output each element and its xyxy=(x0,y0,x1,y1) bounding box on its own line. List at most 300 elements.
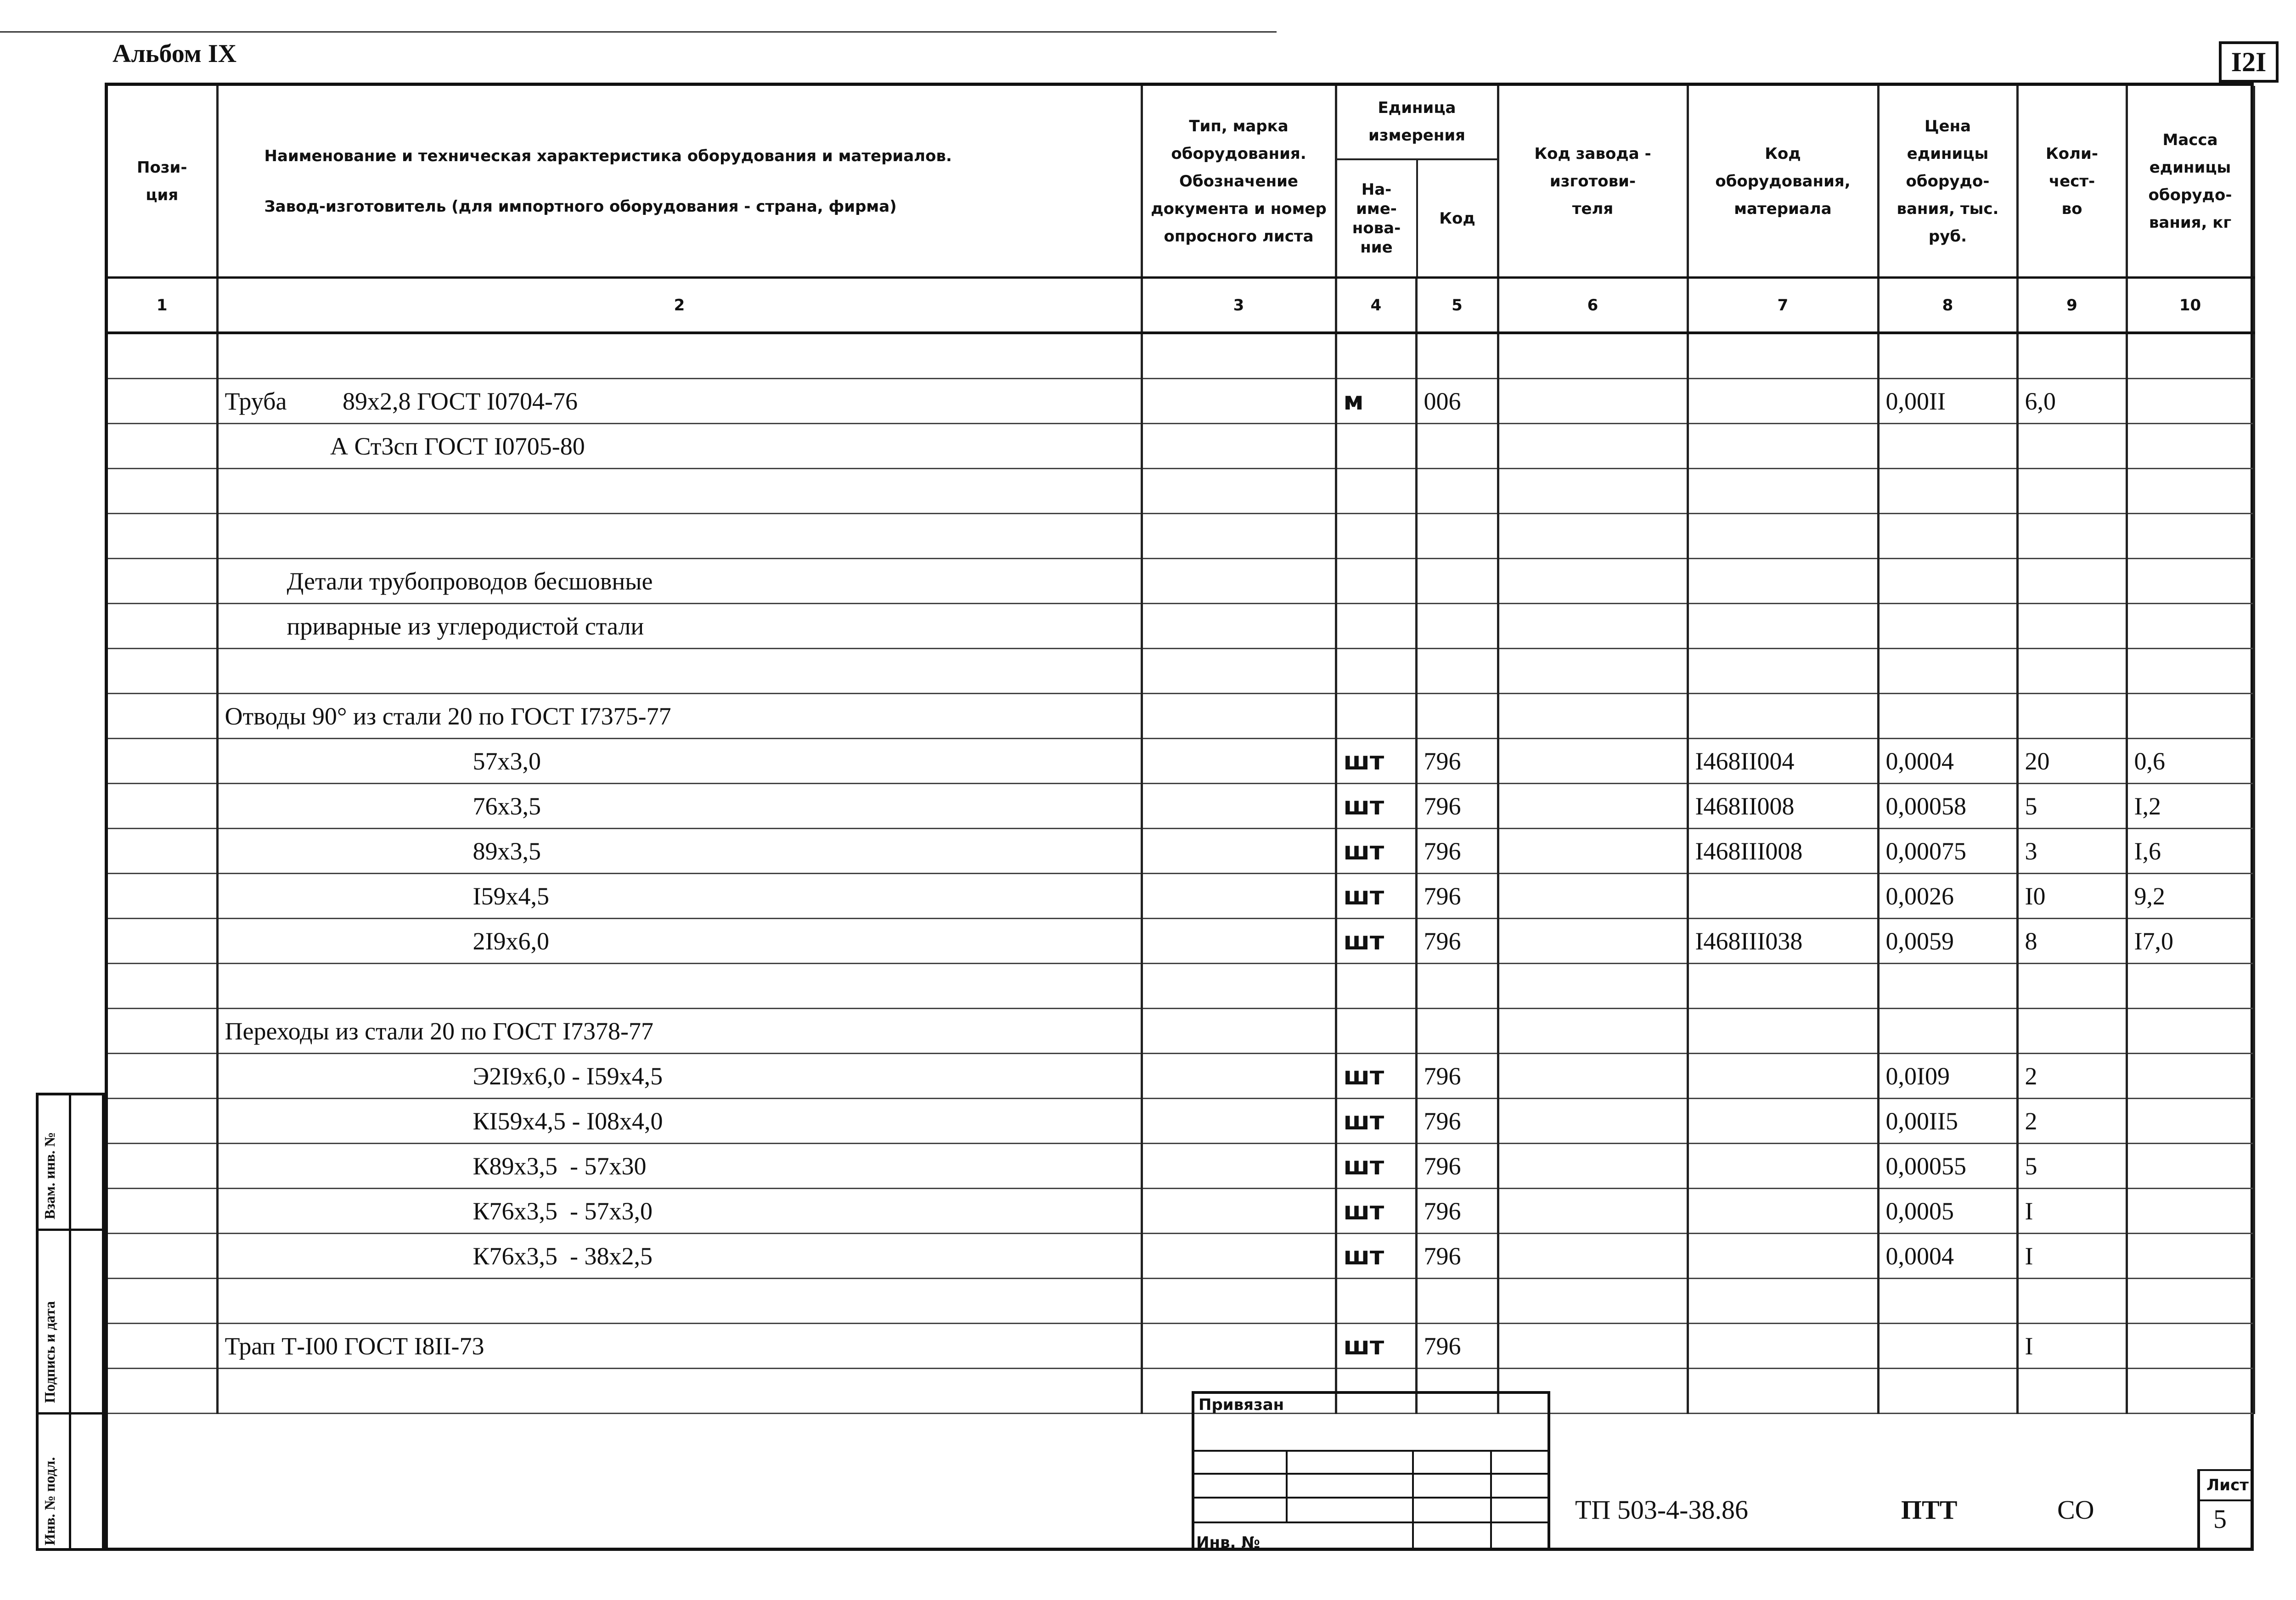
col-num: 7 xyxy=(1688,278,1878,333)
mass-cell xyxy=(2127,514,2254,559)
unit-cell xyxy=(1336,694,1416,739)
position-cell xyxy=(108,874,217,919)
header-unit-name: На- име- нова- ние xyxy=(1337,160,1418,276)
price-cell: 0,00II5 xyxy=(1878,1099,2017,1144)
unit-cell: шт xyxy=(1336,1099,1416,1144)
table-row xyxy=(108,469,2254,514)
unit-code-cell xyxy=(1416,424,1498,469)
unit-cell xyxy=(1336,604,1416,649)
inv-no-label: Инв. № xyxy=(1196,1533,1261,1552)
mass-cell xyxy=(2127,1279,2254,1324)
price-cell xyxy=(1878,964,2017,1009)
position-cell xyxy=(108,424,217,469)
factory-code-cell xyxy=(1498,604,1688,649)
tb-line xyxy=(1286,1450,1288,1523)
material-code-cell xyxy=(1688,964,1878,1009)
col-num: 4 xyxy=(1336,278,1416,333)
qty-cell: I xyxy=(2017,1234,2127,1279)
name-cell: К76х3,5 - 38х2,5 xyxy=(217,1234,1142,1279)
side-label-inv: Инв. № подл. xyxy=(41,1457,58,1545)
type-cell xyxy=(1142,559,1336,604)
privyazan-label: Привязан xyxy=(1199,1396,1284,1414)
unit-cell xyxy=(1336,1279,1416,1324)
type-cell xyxy=(1142,739,1336,784)
type-cell xyxy=(1142,784,1336,829)
qty-cell xyxy=(2017,424,2127,469)
type-cell xyxy=(1142,469,1336,514)
price-cell xyxy=(1878,514,2017,559)
mass-cell xyxy=(2127,1324,2254,1369)
type-cell xyxy=(1142,604,1336,649)
type-cell xyxy=(1142,1009,1336,1054)
position-cell xyxy=(108,1279,217,1324)
name-cell xyxy=(217,964,1142,1009)
type-cell xyxy=(1142,919,1336,964)
price-cell: 0,0004 xyxy=(1878,739,2017,784)
material-code-cell xyxy=(1688,469,1878,514)
table-row xyxy=(108,333,2254,379)
type-cell xyxy=(1142,874,1336,919)
qty-cell: 6,0 xyxy=(2017,379,2127,424)
price-cell: 0,00055 xyxy=(1878,1144,2017,1189)
unit-code-cell xyxy=(1416,1279,1498,1324)
table-row xyxy=(108,919,2254,964)
factory-code-cell xyxy=(1498,1279,1688,1324)
factory-code-cell xyxy=(1498,1189,1688,1234)
sheet-number: 5 xyxy=(2213,1504,2227,1534)
price-cell xyxy=(1878,1279,2017,1324)
position-cell xyxy=(108,1054,217,1099)
unit-cell: шт xyxy=(1336,1324,1416,1369)
mass-cell xyxy=(2127,1099,2254,1144)
col-num: 3 xyxy=(1142,278,1336,333)
table-row xyxy=(108,604,2254,649)
material-code-cell xyxy=(1688,333,1878,379)
album-label: Альбом IX xyxy=(113,39,237,68)
document-set: ПТТ xyxy=(1901,1495,1958,1525)
unit-cell xyxy=(1336,469,1416,514)
side-cell-vzam xyxy=(39,1095,102,1231)
name-cell: К76х3,5 - 57х3,0 xyxy=(217,1189,1142,1234)
sheet-label: Лист xyxy=(2206,1476,2249,1494)
document-set-suffix: СО xyxy=(2057,1495,2094,1525)
type-cell xyxy=(1142,1279,1336,1324)
table-row xyxy=(108,1099,2254,1144)
unit-code-cell xyxy=(1416,1009,1498,1054)
price-cell xyxy=(1878,649,2017,694)
unit-code-cell: 796 xyxy=(1416,1189,1498,1234)
type-cell xyxy=(1142,1234,1336,1279)
price-cell xyxy=(1878,559,2017,604)
position-cell xyxy=(108,514,217,559)
unit-cell: шт xyxy=(1336,1234,1416,1279)
name-cell: 57х3,0 xyxy=(217,739,1142,784)
name-cell xyxy=(217,469,1142,514)
table-row xyxy=(108,1234,2254,1279)
price-cell: 0,0004 xyxy=(1878,1234,2017,1279)
name-cell xyxy=(217,1279,1142,1324)
qty-cell: 8 xyxy=(2017,919,2127,964)
factory-code-cell xyxy=(1498,1234,1688,1279)
side-cell-podpis xyxy=(39,1229,102,1415)
material-code-cell xyxy=(1688,1234,1878,1279)
col-num: 9 xyxy=(2017,278,2127,333)
name-cell: I59х4,5 xyxy=(217,874,1142,919)
position-cell xyxy=(108,559,217,604)
mass-cell: I,6 xyxy=(2127,829,2254,874)
table-row xyxy=(108,559,2254,604)
type-cell xyxy=(1142,424,1336,469)
factory-code-cell xyxy=(1498,1009,1688,1054)
unit-code-cell xyxy=(1416,694,1498,739)
type-cell xyxy=(1142,829,1336,874)
factory-code-cell xyxy=(1498,424,1688,469)
position-cell xyxy=(108,694,217,739)
tb-line xyxy=(2197,1469,2254,1471)
qty-cell: 2 xyxy=(2017,1099,2127,1144)
header-price: Цена единицы оборудо- вания, тыс. руб. xyxy=(1878,86,2017,278)
tb-line xyxy=(1192,1391,1550,1394)
tb-line xyxy=(2197,1469,2200,1551)
factory-code-cell xyxy=(1498,559,1688,604)
unit-cell: шт xyxy=(1336,739,1416,784)
qty-cell: I0 xyxy=(2017,874,2127,919)
position-cell xyxy=(108,829,217,874)
factory-code-cell xyxy=(1498,964,1688,1009)
position-cell xyxy=(108,1324,217,1369)
type-cell xyxy=(1142,1054,1336,1099)
tb-line xyxy=(1192,1497,1550,1499)
qty-cell xyxy=(2017,604,2127,649)
factory-code-cell xyxy=(1498,694,1688,739)
col-num: 10 xyxy=(2127,278,2254,333)
qty-cell xyxy=(2017,694,2127,739)
unit-cell: шт xyxy=(1336,829,1416,874)
table-row xyxy=(108,874,2254,919)
table-row xyxy=(108,1324,2254,1369)
qty-cell xyxy=(2017,649,2127,694)
mass-cell: 0,6 xyxy=(2127,739,2254,784)
position-cell xyxy=(108,1369,217,1414)
table-row xyxy=(108,784,2254,829)
type-cell xyxy=(1142,694,1336,739)
type-cell xyxy=(1142,1099,1336,1144)
mass-cell xyxy=(2127,1054,2254,1099)
unit-cell xyxy=(1336,333,1416,379)
table-row xyxy=(108,1054,2254,1099)
header-type: Тип, марка оборудования. Обозначение документа и номер опросного листа xyxy=(1142,86,1336,278)
qty-cell: 5 xyxy=(2017,1144,2127,1189)
factory-code-cell xyxy=(1498,1324,1688,1369)
type-cell xyxy=(1142,333,1336,379)
name-cell: Отводы 90° из стали 20 по ГОСТ I7375-77 xyxy=(217,694,1142,739)
name-cell: 89х3,5 xyxy=(217,829,1142,874)
col-num: 5 xyxy=(1416,278,1498,333)
page-number: I2I xyxy=(2219,41,2279,83)
tb-line xyxy=(1548,1391,1550,1551)
header-factory-code: Код завода - изготови- теля xyxy=(1498,86,1688,278)
type-cell xyxy=(1142,1189,1336,1234)
position-cell xyxy=(108,964,217,1009)
type-cell xyxy=(1142,1324,1336,1369)
unit-code-cell xyxy=(1416,604,1498,649)
qty-cell: 2 xyxy=(2017,1054,2127,1099)
qty-cell: 3 xyxy=(2017,829,2127,874)
position-cell xyxy=(108,739,217,784)
header-qty: Коли- чест- во xyxy=(2017,86,2127,278)
unit-cell: шт xyxy=(1336,1054,1416,1099)
material-code-cell: I468III008 xyxy=(1688,829,1878,874)
position-cell xyxy=(108,469,217,514)
position-cell xyxy=(108,1189,217,1234)
factory-code-cell xyxy=(1498,829,1688,874)
material-code-cell xyxy=(1688,1054,1878,1099)
position-cell xyxy=(108,1234,217,1279)
tb-line xyxy=(1192,1521,1550,1523)
mass-cell: I,2 xyxy=(2127,784,2254,829)
unit-cell xyxy=(1336,559,1416,604)
qty-cell xyxy=(2017,333,2127,379)
position-cell xyxy=(108,649,217,694)
qty-cell xyxy=(2017,469,2127,514)
unit-cell: шт xyxy=(1336,1189,1416,1234)
material-code-cell xyxy=(1688,604,1878,649)
type-cell xyxy=(1142,514,1336,559)
price-cell: 0,0005 xyxy=(1878,1189,2017,1234)
type-cell xyxy=(1142,1144,1336,1189)
qty-cell: 5 xyxy=(2017,784,2127,829)
header-unit-code: Код xyxy=(1439,209,1475,228)
mass-cell xyxy=(2127,379,2254,424)
unit-code-cell: 796 xyxy=(1416,1234,1498,1279)
mass-cell xyxy=(2127,604,2254,649)
tb-line xyxy=(1192,1450,1550,1452)
name-cell xyxy=(217,514,1142,559)
unit-code-cell: 796 xyxy=(1416,1324,1498,1369)
price-cell xyxy=(1878,469,2017,514)
mass-cell xyxy=(2127,1234,2254,1279)
qty-cell xyxy=(2017,1279,2127,1324)
type-cell xyxy=(1142,964,1336,1009)
material-code-cell: I468III038 xyxy=(1688,919,1878,964)
position-cell xyxy=(108,333,217,379)
position-cell xyxy=(108,784,217,829)
factory-code-cell xyxy=(1498,1099,1688,1144)
name-cell: Трап Т-I00 ГОСТ I8II-73 xyxy=(217,1324,1142,1369)
factory-code-cell xyxy=(1498,1144,1688,1189)
top-rule xyxy=(0,31,1277,33)
position-cell xyxy=(108,379,217,424)
tb-line xyxy=(1192,1391,1194,1551)
price-cell: 0,0059 xyxy=(1878,919,2017,964)
factory-code-cell xyxy=(1498,514,1688,559)
unit-code-cell xyxy=(1416,514,1498,559)
mass-cell xyxy=(2127,333,2254,379)
mass-cell xyxy=(2127,694,2254,739)
name-cell: Детали трубопроводов бесшовные xyxy=(217,559,1142,604)
table-row xyxy=(108,424,2254,469)
price-cell: 0,0I09 xyxy=(1878,1054,2017,1099)
unit-cell xyxy=(1336,964,1416,1009)
name-cell xyxy=(217,649,1142,694)
unit-code-cell: 006 xyxy=(1416,379,1498,424)
table-row xyxy=(108,964,2254,1009)
unit-code-cell: 796 xyxy=(1416,1144,1498,1189)
side-label-podpis: Подпись и дата xyxy=(41,1301,58,1403)
mass-cell xyxy=(2127,964,2254,1009)
unit-code-cell xyxy=(1416,649,1498,694)
price-cell xyxy=(1878,694,2017,739)
table-row xyxy=(108,1279,2254,1324)
factory-code-cell xyxy=(1498,1054,1688,1099)
header-position: Пози- ция xyxy=(108,86,217,278)
position-cell xyxy=(108,1009,217,1054)
price-cell xyxy=(1878,1324,2017,1369)
table-row xyxy=(108,514,2254,559)
factory-code-cell xyxy=(1498,649,1688,694)
name-cell: Труба 89х2,8 ГОСТ I0704-76 xyxy=(217,379,1142,424)
price-cell: 0,0026 xyxy=(1878,874,2017,919)
name-cell xyxy=(217,1369,1142,1414)
table-row xyxy=(108,694,2254,739)
unit-code-cell: 796 xyxy=(1416,829,1498,874)
unit-cell xyxy=(1336,514,1416,559)
mass-cell xyxy=(2127,469,2254,514)
unit-code-cell: 796 xyxy=(1416,739,1498,784)
col-num: 8 xyxy=(1878,278,2017,333)
unit-cell: шт xyxy=(1336,784,1416,829)
qty-cell xyxy=(2017,1009,2127,1054)
column-number-row xyxy=(108,278,2254,333)
specification-table xyxy=(108,86,2255,1414)
material-code-cell xyxy=(1688,1009,1878,1054)
qty-cell xyxy=(2017,559,2127,604)
material-code-cell xyxy=(1688,1099,1878,1144)
material-code-cell xyxy=(1688,514,1878,559)
factory-code-cell xyxy=(1498,874,1688,919)
name-cell: А Ст3сп ГОСТ I0705-80 xyxy=(217,424,1142,469)
unit-cell: шт xyxy=(1336,874,1416,919)
col-num: 6 xyxy=(1498,278,1688,333)
mass-cell xyxy=(2127,649,2254,694)
table-row xyxy=(108,829,2254,874)
qty-cell xyxy=(2017,514,2127,559)
type-cell xyxy=(1142,649,1336,694)
position-cell xyxy=(108,604,217,649)
header-material-code: Код оборудования, материала xyxy=(1688,86,1878,278)
header-mass: Масса единицы оборудо- вания, кг xyxy=(2127,86,2254,278)
material-code-cell xyxy=(1688,874,1878,919)
side-label-vzam: Взам. инв. № xyxy=(41,1132,58,1219)
tb-line xyxy=(1412,1450,1414,1551)
material-code-cell xyxy=(1688,559,1878,604)
factory-code-cell xyxy=(1498,469,1688,514)
factory-code-cell xyxy=(1498,919,1688,964)
table-row xyxy=(108,1144,2254,1189)
table-row xyxy=(108,1009,2254,1054)
price-cell xyxy=(1878,1009,2017,1054)
factory-code-cell xyxy=(1498,379,1688,424)
unit-cell: шт xyxy=(1336,1144,1416,1189)
material-code-cell: I468II008 xyxy=(1688,784,1878,829)
unit-code-cell xyxy=(1416,469,1498,514)
unit-code-cell xyxy=(1416,964,1498,1009)
qty-cell: I xyxy=(2017,1324,2127,1369)
mass-cell xyxy=(2127,1009,2254,1054)
type-cell xyxy=(1142,379,1336,424)
price-cell xyxy=(1878,424,2017,469)
unit-cell: м xyxy=(1336,379,1416,424)
tb-line xyxy=(1490,1450,1492,1551)
side-cell-inv xyxy=(39,1412,102,1548)
factory-code-cell xyxy=(1498,739,1688,784)
header-unit xyxy=(1336,86,1498,278)
side-stamp xyxy=(36,1093,105,1551)
unit-code-cell: 796 xyxy=(1416,1054,1498,1099)
unit-cell: шт xyxy=(1336,919,1416,964)
qty-cell: I xyxy=(2017,1189,2127,1234)
unit-code-cell xyxy=(1416,333,1498,379)
factory-code-cell xyxy=(1498,333,1688,379)
name-cell: 2I9х6,0 xyxy=(217,919,1142,964)
mass-cell xyxy=(2127,559,2254,604)
factory-code-cell xyxy=(1498,784,1688,829)
mass-cell xyxy=(2127,424,2254,469)
material-code-cell xyxy=(1688,424,1878,469)
price-cell: 0,00075 xyxy=(1878,829,2017,874)
name-cell: КI59х4,5 - I08х4,0 xyxy=(217,1099,1142,1144)
material-code-cell xyxy=(1688,1144,1878,1189)
material-code-cell: I468II004 xyxy=(1688,739,1878,784)
qty-cell: 20 xyxy=(2017,739,2127,784)
name-cell: Э2I9х6,0 - I59х4,5 xyxy=(217,1054,1142,1099)
price-cell xyxy=(1878,604,2017,649)
unit-code-cell xyxy=(1416,559,1498,604)
mass-cell xyxy=(2127,1144,2254,1189)
material-code-cell xyxy=(1688,649,1878,694)
col-num: 1 xyxy=(108,278,217,333)
tb-line xyxy=(2197,1499,2254,1501)
material-code-cell xyxy=(1688,1324,1878,1369)
position-cell xyxy=(108,1144,217,1189)
unit-code-cell: 796 xyxy=(1416,919,1498,964)
price-cell: 0,00058 xyxy=(1878,784,2017,829)
price-cell: 0,00II xyxy=(1878,379,2017,424)
table-row xyxy=(108,1189,2254,1234)
material-code-cell xyxy=(1688,379,1878,424)
mass-cell: 9,2 xyxy=(2127,874,2254,919)
price-cell xyxy=(1878,333,2017,379)
unit-code-cell: 796 xyxy=(1416,874,1498,919)
name-cell: Переходы из стали 20 по ГОСТ I7378-77 xyxy=(217,1009,1142,1054)
position-cell xyxy=(108,919,217,964)
document-code: ТП 503-4-38.86 xyxy=(1575,1495,1748,1525)
unit-code-cell: 796 xyxy=(1416,1099,1498,1144)
unit-code-cell: 796 xyxy=(1416,784,1498,829)
header-unit-title: Единица измерения xyxy=(1337,86,1497,160)
name-cell: приварные из углеродистой стали xyxy=(217,604,1142,649)
unit-cell xyxy=(1336,1009,1416,1054)
unit-cell xyxy=(1336,424,1416,469)
header-row xyxy=(108,86,2254,278)
unit-cell xyxy=(1336,649,1416,694)
table-row xyxy=(108,739,2254,784)
tb-line xyxy=(1192,1473,1550,1475)
name-cell xyxy=(217,333,1142,379)
material-code-cell xyxy=(1688,1279,1878,1324)
qty-cell xyxy=(2017,964,2127,1009)
material-code-cell xyxy=(1688,694,1878,739)
